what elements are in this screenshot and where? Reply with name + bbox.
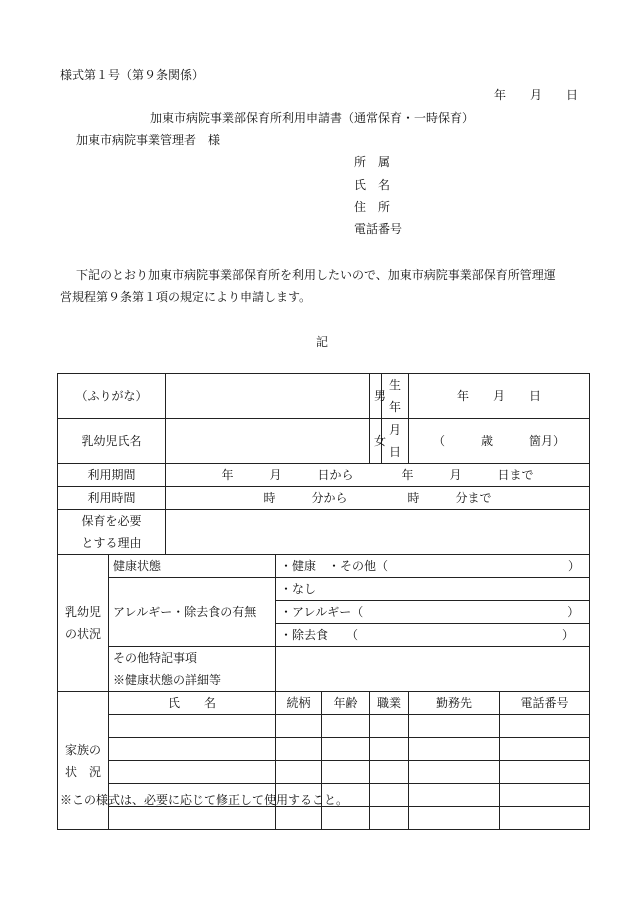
allergy-allergy[interactable]: ・アレルギー（ ） bbox=[276, 601, 590, 624]
family-cell[interactable] bbox=[500, 761, 590, 784]
family-cell[interactable] bbox=[109, 761, 276, 784]
family-cell[interactable] bbox=[500, 715, 590, 738]
form-reference: 様式第１号（第９条関係） bbox=[60, 68, 205, 82]
family-row bbox=[58, 807, 590, 830]
child-name-label-cell bbox=[58, 374, 166, 419]
family-header-workplace: 勤務先 bbox=[409, 692, 500, 715]
family-cell[interactable] bbox=[276, 807, 322, 830]
reason-label-cell bbox=[58, 510, 166, 555]
family-cell[interactable] bbox=[370, 738, 409, 761]
family-cell[interactable] bbox=[109, 807, 276, 830]
other-label-2: ※健康状態の詳細等 bbox=[113, 673, 222, 687]
child-name-label: 乳幼児氏名 bbox=[58, 419, 166, 464]
family-row bbox=[58, 761, 590, 784]
family-cell[interactable] bbox=[322, 761, 370, 784]
body-text-line2: 営規程第９条第１項の規定により申請します。 bbox=[60, 290, 312, 304]
health-label: 健康状態 bbox=[109, 555, 276, 578]
family-row bbox=[58, 738, 590, 761]
family-cell[interactable] bbox=[276, 738, 322, 761]
family-cell[interactable] bbox=[370, 761, 409, 784]
family-header-phone: 電話番号 bbox=[500, 692, 590, 715]
time-label: 利用時間 bbox=[58, 487, 166, 510]
family-cell[interactable] bbox=[276, 715, 322, 738]
child-name-input[interactable] bbox=[166, 419, 370, 464]
health-value[interactable]: ・健康 ・その他（ ） bbox=[276, 555, 590, 578]
other-label-1: その他特記事項 bbox=[113, 651, 198, 665]
child-status-label-2: の状況 bbox=[64, 627, 101, 641]
applicant-affiliation-label: 所 属 bbox=[354, 155, 391, 169]
ki-heading: 記 bbox=[316, 335, 329, 349]
family-cell[interactable] bbox=[409, 738, 500, 761]
date-line: 年 月 日 bbox=[494, 88, 579, 102]
family-label-2: 状 況 bbox=[64, 764, 101, 779]
allergy-none[interactable]: ・なし bbox=[276, 578, 590, 601]
male-label[interactable]: 男 bbox=[370, 374, 382, 419]
other-input[interactable] bbox=[276, 647, 590, 692]
birth-label-1: 生年 bbox=[382, 374, 409, 419]
family-cell[interactable] bbox=[322, 807, 370, 830]
furigana-label: （ふりがな） bbox=[75, 389, 148, 403]
reason-label-1: 保育を必要 bbox=[81, 514, 142, 528]
addressee: 加東市病院事業管理者 様 bbox=[76, 133, 221, 147]
applicant-phone-label: 電話番号 bbox=[354, 222, 403, 236]
birth-date-value[interactable]: 年 月 日 bbox=[409, 374, 590, 419]
age-value[interactable]: （ 歳 箇月） bbox=[409, 419, 590, 464]
child-status-label-cell bbox=[58, 555, 109, 692]
birth-label-2: 月日 bbox=[382, 419, 409, 464]
other-label-cell bbox=[109, 647, 276, 692]
family-cell[interactable] bbox=[500, 738, 590, 761]
family-label-cell bbox=[58, 692, 109, 830]
family-cell[interactable] bbox=[409, 807, 500, 830]
reason-input[interactable] bbox=[166, 510, 590, 555]
family-cell[interactable] bbox=[322, 715, 370, 738]
reason-label-2: とする理由 bbox=[81, 536, 142, 550]
application-table bbox=[57, 373, 590, 830]
applicant-name-label: 氏 名 bbox=[354, 178, 391, 192]
child-status-label-1: 乳幼児 bbox=[64, 605, 101, 619]
family-cell[interactable] bbox=[409, 784, 500, 807]
family-cell[interactable] bbox=[409, 761, 500, 784]
family-cell[interactable] bbox=[370, 784, 409, 807]
family-header-name: 氏 名 bbox=[109, 692, 276, 715]
family-cell[interactable] bbox=[322, 738, 370, 761]
family-row bbox=[58, 715, 590, 738]
family-cell[interactable] bbox=[109, 738, 276, 761]
family-cell[interactable] bbox=[500, 807, 590, 830]
period-value[interactable]: 年 月 日から 年 月 日まで bbox=[166, 464, 590, 487]
applicant-address-label: 住 所 bbox=[354, 200, 391, 214]
time-value[interactable]: 時 分から 時 分まで bbox=[166, 487, 590, 510]
form-title: 加東市病院事業部保育所利用申請書（通常保育・一時保育） bbox=[150, 111, 475, 125]
furigana-input[interactable] bbox=[166, 374, 370, 419]
family-cell[interactable] bbox=[370, 715, 409, 738]
female-label[interactable]: 女 bbox=[370, 419, 382, 464]
family-cell[interactable] bbox=[500, 784, 590, 807]
family-cell[interactable] bbox=[276, 761, 322, 784]
family-header-relation: 続柄 bbox=[276, 692, 322, 715]
allergy-label: アレルギー・除去食の有無 bbox=[109, 578, 276, 647]
family-header-age: 年齢 bbox=[322, 692, 370, 715]
family-cell[interactable] bbox=[109, 715, 276, 738]
family-label-1: 家族の bbox=[64, 742, 101, 757]
family-header-occupation: 職業 bbox=[370, 692, 409, 715]
family-cell[interactable] bbox=[409, 715, 500, 738]
family-cell[interactable] bbox=[370, 807, 409, 830]
allergy-removal[interactable]: ・除去食 （ ） bbox=[276, 624, 590, 647]
period-label: 利用期間 bbox=[58, 464, 166, 487]
body-text-line1: 下記のとおり加東市病院事業部保育所を利用したいので、加東市病院事業部保育所管理運 bbox=[76, 268, 556, 282]
footnote: ※この様式は、必要に応じて修正して使用すること。 bbox=[60, 793, 349, 807]
